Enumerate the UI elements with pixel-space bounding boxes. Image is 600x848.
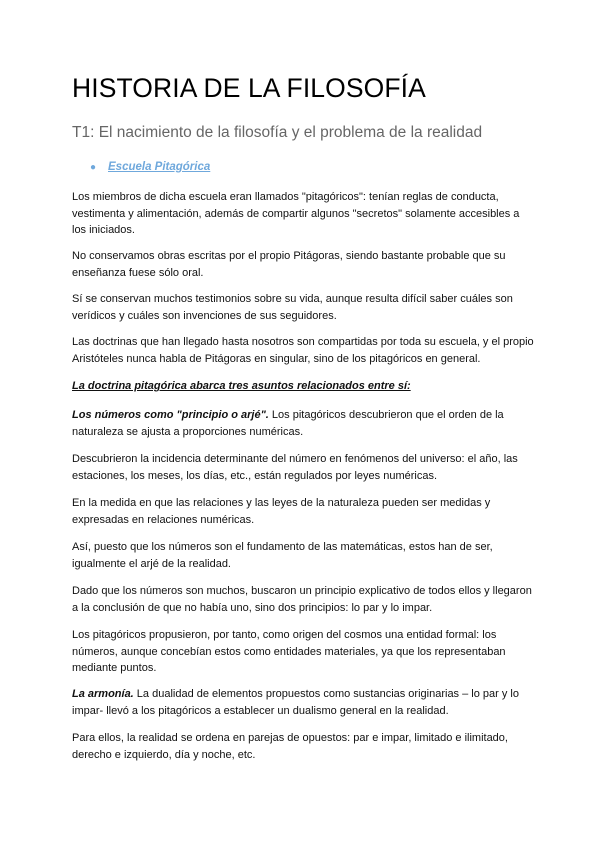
- paragraph-4: Las doctrinas que han llegado hasta nosotros son compartidas por toda su escuela, y el propio Aristóteles nunca habla de Pitágoras en singular, sino de los pitagóricos en general.: [72, 336, 534, 365]
- paragraph-10: Los pitagóricos propusieron, por tanto, como origen del cosmos una entidad formal: los números, aunque concebían estos como entidades materiales, ya que los representaban mediante puntos.: [72, 629, 506, 674]
- paragraph-5: [72, 407, 534, 440]
- bullet-dot-icon: ●: [90, 162, 97, 173]
- paragraph-3: Sí se conservan muchos testimonios sobre su vida, aunque resulta difícil saber cuáles son verídicos y cuáles son invenciones de sus seguidores.: [72, 293, 513, 322]
- paragraph-2: No conservamos obras escritas por el propio Pitágoras, siendo bastante probable que su enseñanza fuese sólo oral.: [72, 250, 506, 279]
- paragraph-11-text: La dualidad de elementos propuestos como sustancias originarias – lo par y lo impar- llevó a los pitagóricos a establecer un dualismo general en la realidad.: [72, 688, 519, 717]
- section-link-escuela-pitagorica[interactable]: Escuela Pitagórica: [108, 161, 211, 173]
- paragraph-1: Los miembros de dicha escuela eran llamados "pitagóricos": tenían reglas de conducta, vestimenta y alimentación, además de compartir algunos "secretos" solamente accesibles a los iniciados.: [72, 191, 520, 236]
- paragraph-5-text: Los pitagóricos descubrieron que el orden de la naturaleza se ajusta a proporciones numéricas.: [72, 409, 504, 438]
- paragraph-9: Dado que los números son muchos, buscaron un principio explicativo de todos ellos y llegaron a la conclusión de que no había uno, sino dos principios: lo par y lo impar.: [72, 585, 532, 614]
- paragraph-12: Para ellos, la realidad se ordena en parejas de opuestos: par e impar, limitado e ilimitado, derecho e izquierdo, día y noche, etc.: [72, 732, 508, 761]
- paragraph-7: En la medida en que las relaciones y las leyes de la naturaleza pueden ser medidas y expresadas en relaciones numéricas.: [72, 497, 491, 526]
- paragraph-11: [72, 686, 534, 719]
- section-bullet: [90, 159, 210, 176]
- section-heading-doctrina: La doctrina pitagórica abarca tres asuntos relacionados entre sí:: [72, 380, 411, 392]
- paragraph-5-lead: Los números como "principio o arjé".: [72, 409, 269, 421]
- document-title: HISTORIA DE LA FILOSOFÍA: [72, 73, 426, 103]
- paragraph-6: Descubrieron la incidencia determinante del número en fenómenos del universo: el año, las estaciones, los meses, los días, etc., están regulados por leyes numéricas.: [72, 453, 518, 482]
- document-subtitle: T1: El nacimiento de la filosofía y el problema de la realidad: [72, 124, 483, 141]
- paragraph-8: Así, puesto que los números son el fundamento de las matemáticas, estos han de ser, igualmente el arjé de la realidad.: [72, 541, 493, 570]
- paragraph-11-lead: La armonía.: [72, 688, 134, 700]
